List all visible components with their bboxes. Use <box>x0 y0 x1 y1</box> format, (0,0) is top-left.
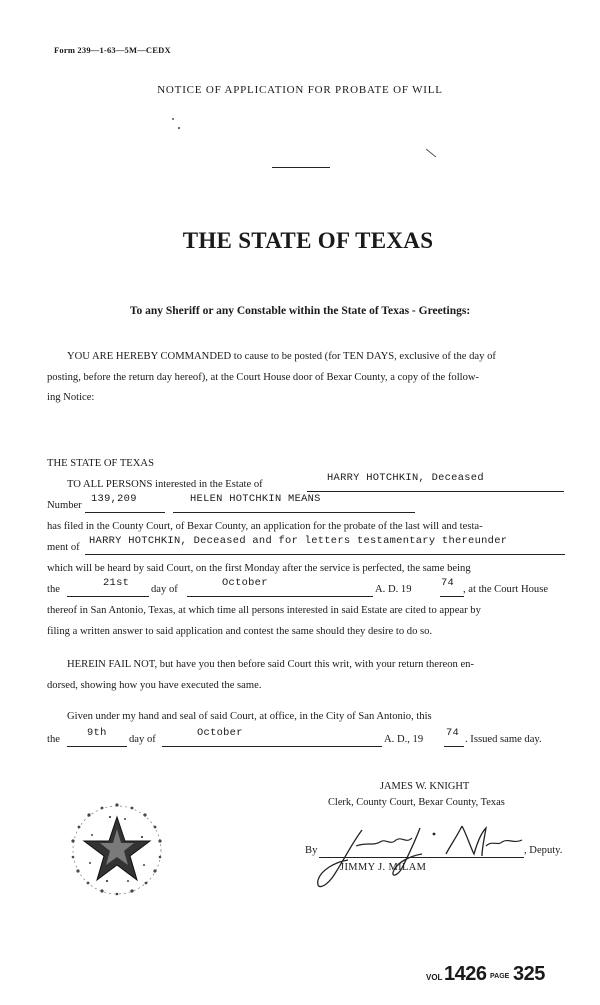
estate-label: TO ALL PERSONS interested in the Estate of <box>67 479 263 490</box>
scan-mark <box>425 148 439 160</box>
vol-value: 1426 <box>444 963 487 985</box>
applicant-line <box>173 512 415 513</box>
given-month-line <box>162 746 382 747</box>
deputy-name: JIMMY J. MILAM <box>340 862 427 873</box>
given-ad-label: A. D., 19 <box>384 734 424 745</box>
deputy-label: , Deputy. <box>524 845 563 856</box>
herein-line-1: HEREIN FAIL NOT, but have you then before said Court this writ, with your return thereon en- <box>67 659 474 670</box>
number-value: 139,209 <box>91 493 137 505</box>
court-seal-star-icon <box>62 795 172 910</box>
estate-row <box>67 472 567 493</box>
day-of-label: day of <box>151 584 178 595</box>
given-the-label: the <box>47 734 60 745</box>
applicant-value: HELEN HOTCHKIN MEANS <box>190 493 321 505</box>
cited-text: thereof in San Antonio, Texas, at which time all persons interested in said Estate are cited to appear by <box>47 605 481 616</box>
estate-value: HARRY HOTCHKIN, Deceased <box>327 472 484 484</box>
clerk-name: JAMES W. KNIGHT <box>380 781 470 792</box>
command-line-3: ing Notice: <box>47 392 95 403</box>
clerk-title: Clerk, County Court, Bexar County, Texas <box>328 797 505 808</box>
ad-label: A. D. 19 <box>375 584 412 595</box>
vol-label: VOL <box>426 973 443 982</box>
hearing-year-value: 74 <box>441 577 455 589</box>
herein-line-2: dorsed, showing how you have executed the same. <box>47 680 262 691</box>
given-year-line <box>444 746 464 747</box>
ment-line <box>85 554 565 555</box>
filed-text: has filed in the County Court, of Bexar County, an application for the probate of the last will and testa- <box>47 521 483 532</box>
day-line <box>67 596 149 597</box>
year-line <box>440 596 464 597</box>
volume-page-stamp <box>426 963 556 989</box>
command-line-1: YOU ARE HEREBY COMMANDED to cause to be posted (for TEN DAYS, exclusive of the day of <box>67 351 496 362</box>
given-day-value: 9th <box>87 727 107 739</box>
ment-label: ment of <box>47 542 80 553</box>
ment-row <box>47 535 567 556</box>
notice-state-heading: THE STATE OF TEXAS <box>47 458 154 469</box>
number-row <box>47 493 567 514</box>
given-year-value: 74 <box>446 727 460 739</box>
hearing-month-value: October <box>222 577 268 589</box>
hearing-date-row <box>47 577 572 598</box>
given-line-1: Given under my hand and seal of said Court, at office, in the City of San Antonio, this <box>67 711 432 722</box>
deputy-signature-icon <box>310 816 535 896</box>
estate-line <box>307 491 564 492</box>
answer-text: filing a written answer to said application and contest the same should they desire to do so. <box>47 626 433 637</box>
number-line <box>85 512 165 513</box>
scan-speck <box>178 127 180 129</box>
state-title: THE STATE OF TEXAS <box>182 228 434 253</box>
heard-text: which will be heard by said Court, on the first Monday after the service is perfected, the same being <box>47 563 471 574</box>
given-date-row <box>47 727 567 748</box>
page-value: 325 <box>513 963 545 985</box>
hearing-day-value: 21st <box>103 577 130 589</box>
number-label: Number <box>47 500 82 511</box>
given-day-of-label: day of <box>129 734 156 745</box>
issued-text: . Issued same day. <box>465 734 542 745</box>
given-month-value: October <box>197 727 243 739</box>
page-label: PAGE <box>490 973 510 980</box>
scan-speck <box>172 118 174 120</box>
courthouse-text: , at the Court House <box>463 584 549 595</box>
command-line-2: posting, before the return day hereof), at the Court House door of Bexar County, a copy of the follow- <box>47 372 480 383</box>
month-line <box>187 596 373 597</box>
greeting: To any Sheriff or any Constable within the State of Texas - Greetings: <box>129 305 471 317</box>
form-number: Form 239—1-63—5M—CEDX <box>54 45 171 55</box>
ment-value: HARRY HOTCHKIN, Deceased and for letters testamentary thereunder <box>89 535 508 547</box>
by-label: By <box>305 845 318 856</box>
title-divider <box>272 167 330 168</box>
notice-title: NOTICE OF APPLICATION FOR PROBATE OF WILL <box>157 84 443 96</box>
the-label: the <box>47 584 60 595</box>
given-day-line <box>67 746 127 747</box>
